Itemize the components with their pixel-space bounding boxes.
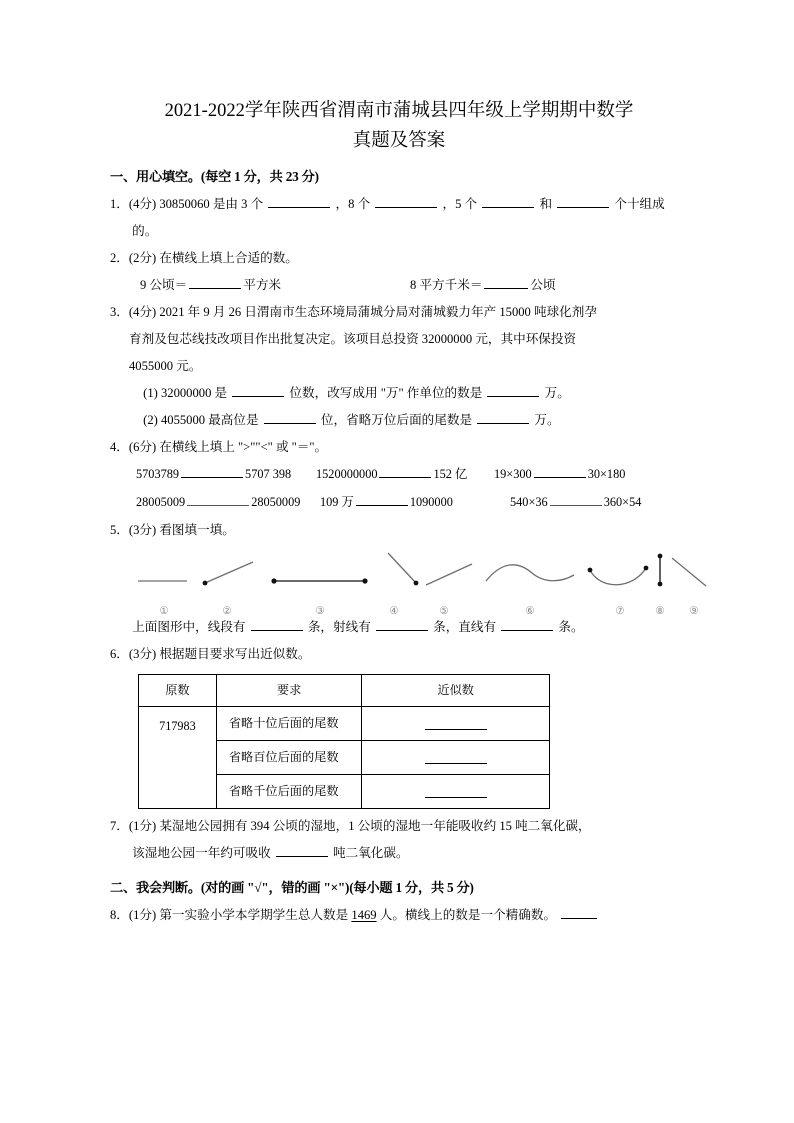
question-5-figure-strip <box>110 548 699 617</box>
question-1 <box>110 191 688 245</box>
question-1-text-d: 和 <box>539 197 553 211</box>
question-7-text-a: 该湿地公园一年约可吸收 <box>132 846 271 860</box>
question-8-underlined-number: 1469 <box>351 908 377 922</box>
q4-r2-p2-right: 1090000 <box>409 495 453 509</box>
question-1-blank-1[interactable] <box>268 194 330 208</box>
figure-5-number: ⑤ <box>439 606 449 617</box>
q4-r2-p3-blank[interactable] <box>550 492 602 506</box>
question-5-answer-text-c: 条，直线有 <box>433 620 497 634</box>
question-4-row-1-pair-3 <box>494 461 625 488</box>
q4-r2-p1-blank[interactable] <box>187 492 249 506</box>
question-3-line-1: 3．(4分) 2021 年 9 月 26 日渭南市生态环境局蒲城分局对蒲城毅力年产 15000 吨球化剂孕 <box>110 305 597 319</box>
figure-9-number: ⑨ <box>689 606 699 617</box>
approximation-table <box>138 674 550 809</box>
table-cell-requirement-1: 省略十位后面的尾数 <box>216 707 362 741</box>
section-heading-fill-in-blanks: 一、用心填空。(每空 1 分，共 23 分) <box>110 169 319 184</box>
q4-r2-p1-left: 28005009 <box>136 495 186 509</box>
question-1-blank-2[interactable] <box>375 194 437 208</box>
page-title-line-2: 真题及答案 <box>352 131 446 151</box>
figure-2-ray-dot-left <box>195 548 259 598</box>
question-5-prompt: 5．(3分) 看图填一填。 <box>110 523 235 537</box>
question-1-text-f: 的。 <box>132 224 158 238</box>
question-7 <box>110 813 688 867</box>
question-3-sub-2 <box>110 407 688 434</box>
question-3-line-2-text: 育剂及包芯线技改项目作出批复决定。该项目总投资 32000000 元，其中环保投资 <box>129 332 577 346</box>
section-heading-true-false: 二、我会判断。(对的画 "√"，错的画 "×")(每小题 1 分，共 5 分) <box>110 880 474 895</box>
question-3-blank-2[interactable] <box>487 383 539 397</box>
question-2-item-2-label: 8 平方千米＝ <box>410 278 483 292</box>
question-1-text-a: 1．(4分) 30850060 是由 3 个 <box>110 197 264 211</box>
question-5-answer-text-b: 条，射线有 <box>307 620 371 634</box>
figure-4-number: ④ <box>389 606 399 617</box>
table-header-original-number: 原数 <box>139 675 217 707</box>
question-6-prompt: 6．(3分) 根据题目要求写出近似数。 <box>110 647 311 661</box>
question-3-line-3-text: 4055000 元。 <box>129 359 202 373</box>
q4-r1-p1-right: 5707 398 <box>245 467 292 481</box>
question-6 <box>110 641 688 809</box>
figure-9-plain-line-diagonal-down <box>666 548 730 598</box>
q4-r1-p3-left: 19×300 <box>494 467 532 481</box>
question-3-sub-2-text-c: 万。 <box>534 413 560 427</box>
question-2-item-1-label: 9 公顷＝ <box>140 278 188 292</box>
page-title-line-1: 2021-2022学年陕西省渭南市蒲城县四年级上学期期中数学 <box>164 101 634 121</box>
question-1-blank-4[interactable] <box>557 194 609 208</box>
figure-1-number: ① <box>159 606 169 617</box>
q4-r1-p2-right: 152 亿 <box>433 467 468 481</box>
table-cell-answer-3[interactable] <box>362 775 550 809</box>
table-cell-requirement-2: 省略百位后面的尾数 <box>216 741 362 775</box>
q4-r1-p1-blank[interactable] <box>181 464 243 478</box>
page-title <box>110 96 688 156</box>
question-4-row-1-pair-1 <box>136 461 291 488</box>
question-3-blank-1[interactable] <box>232 383 284 397</box>
q4-r1-p2-left: 1520000000 <box>316 467 378 481</box>
q4-r1-p3-right: 30×180 <box>587 467 626 481</box>
question-2-item-2 <box>410 272 556 299</box>
question-2-item-2-unit: 公顷 <box>530 278 556 292</box>
question-4-row-2-pair-3 <box>510 489 641 516</box>
figure-5-plain-line-diagonal <box>420 548 484 598</box>
question-8-line-1 <box>110 902 688 929</box>
question-2-items <box>110 272 688 299</box>
question-3 <box>110 299 688 434</box>
table-answer-blank-2[interactable] <box>425 751 487 764</box>
table-answer-blank-3[interactable] <box>425 785 487 798</box>
table-header-approximate-number: 近似数 <box>362 675 550 707</box>
question-1-text-b: ，8 个 <box>335 197 371 211</box>
figure-8-number: ⑧ <box>655 606 665 617</box>
figure-3-number: ③ <box>315 606 325 617</box>
question-8-text-b: 人。横线上的数是一个精确数。 <box>379 908 557 922</box>
table-answer-blank-1[interactable] <box>425 717 487 730</box>
question-4-row-2-pair-2 <box>320 489 453 516</box>
page-content <box>110 96 699 929</box>
question-2 <box>110 245 688 299</box>
question-2-blank-2[interactable] <box>484 275 528 289</box>
q4-r1-p3-blank[interactable] <box>534 464 586 478</box>
q4-r2-p3-left: 540×36 <box>510 495 548 509</box>
question-1-blank-3[interactable] <box>482 194 534 208</box>
q4-r1-p2-blank[interactable] <box>379 464 431 478</box>
question-7-blank-1[interactable] <box>276 843 328 857</box>
q4-r2-p2-blank[interactable] <box>356 492 408 506</box>
figure-1-plain-line-horizontal <box>132 548 196 598</box>
table-cell-answer-1[interactable] <box>362 707 550 741</box>
question-4-row-1-pair-2 <box>316 461 467 488</box>
question-7-line-1: 7．(1分) 某湿地公园拥有 394 公顷的湿地，1 公顷的湿地一年能吸收约 15 吨二氧化碳， <box>110 819 591 833</box>
question-1-text-c: ，5 个 <box>442 197 478 211</box>
figure-3-segment-two-dots <box>265 548 375 598</box>
question-3-sub-1-text-a: (1) 32000000 是 <box>143 386 228 400</box>
question-3-blank-3[interactable] <box>264 410 316 424</box>
table-row <box>139 707 550 741</box>
q4-r2-p3-right: 360×54 <box>603 495 642 509</box>
question-3-line-2 <box>110 326 688 353</box>
question-1-line-1 <box>110 191 688 218</box>
figure-2-number: ② <box>222 606 232 617</box>
question-2-item-1 <box>140 272 281 299</box>
figure-6-number: ⑥ <box>525 606 535 617</box>
table-cell-requirement-3: 省略千位后面的尾数 <box>216 775 362 809</box>
figure-6-wavy-curve <box>480 548 580 598</box>
question-4 <box>110 434 688 517</box>
question-1-text-e: 个十组成 <box>614 197 665 211</box>
q4-r2-p1-right: 28050009 <box>251 495 301 509</box>
question-8 <box>110 902 688 929</box>
table-header-row <box>139 675 550 707</box>
question-4-prompt: 4．(6分) 在横线上填上 ">""<" 或 "＝"。 <box>110 440 328 454</box>
question-4-row-2 <box>110 489 688 517</box>
question-3-blank-4[interactable] <box>477 410 529 424</box>
question-4-row-1 <box>110 461 688 489</box>
question-4-row-2-pair-1 <box>136 489 300 516</box>
question-2-blank-1[interactable] <box>189 275 241 289</box>
table-cell-answer-2[interactable] <box>362 741 550 775</box>
question-8-answer-blank[interactable] <box>561 905 597 919</box>
question-3-sub-1-text-b: 位数，改写成用 "万" 作单位的数是 <box>289 386 483 400</box>
question-3-line-3 <box>110 353 688 380</box>
question-5-answer-text-d: 条。 <box>558 620 584 634</box>
question-6-table-wrapper <box>138 674 688 809</box>
table-header-requirement: 要求 <box>216 675 362 707</box>
table-cell-original-number: 717983 <box>139 707 217 809</box>
question-3-sub-2-text-a: (2) 4055000 最高位是 <box>143 413 259 427</box>
figure-7-number: ⑦ <box>615 606 625 617</box>
question-5 <box>110 517 699 641</box>
question-2-item-1-unit: 平方米 <box>243 278 282 292</box>
question-7-line-2 <box>110 840 688 867</box>
question-8-text-a: 8．(1分) 第一实验小学本学期学生总人数是 <box>110 908 349 922</box>
q4-r2-p2-left: 109 万 <box>320 495 354 509</box>
question-3-sub-2-text-b: 位，省略万位后面的尾数是 <box>320 413 473 427</box>
question-1-line-2 <box>110 218 688 245</box>
question-2-prompt: 2．(2分) 在横线上填上合适的数。 <box>110 251 298 265</box>
question-7-text-b: 吨二氧化碳。 <box>333 846 409 860</box>
question-5-answer-text-a: 上面图形中，线段有 <box>132 620 246 634</box>
question-3-sub-1 <box>110 380 688 407</box>
q4-r1-p1-left: 5703789 <box>136 467 180 481</box>
question-3-sub-1-text-c: 万。 <box>544 386 570 400</box>
